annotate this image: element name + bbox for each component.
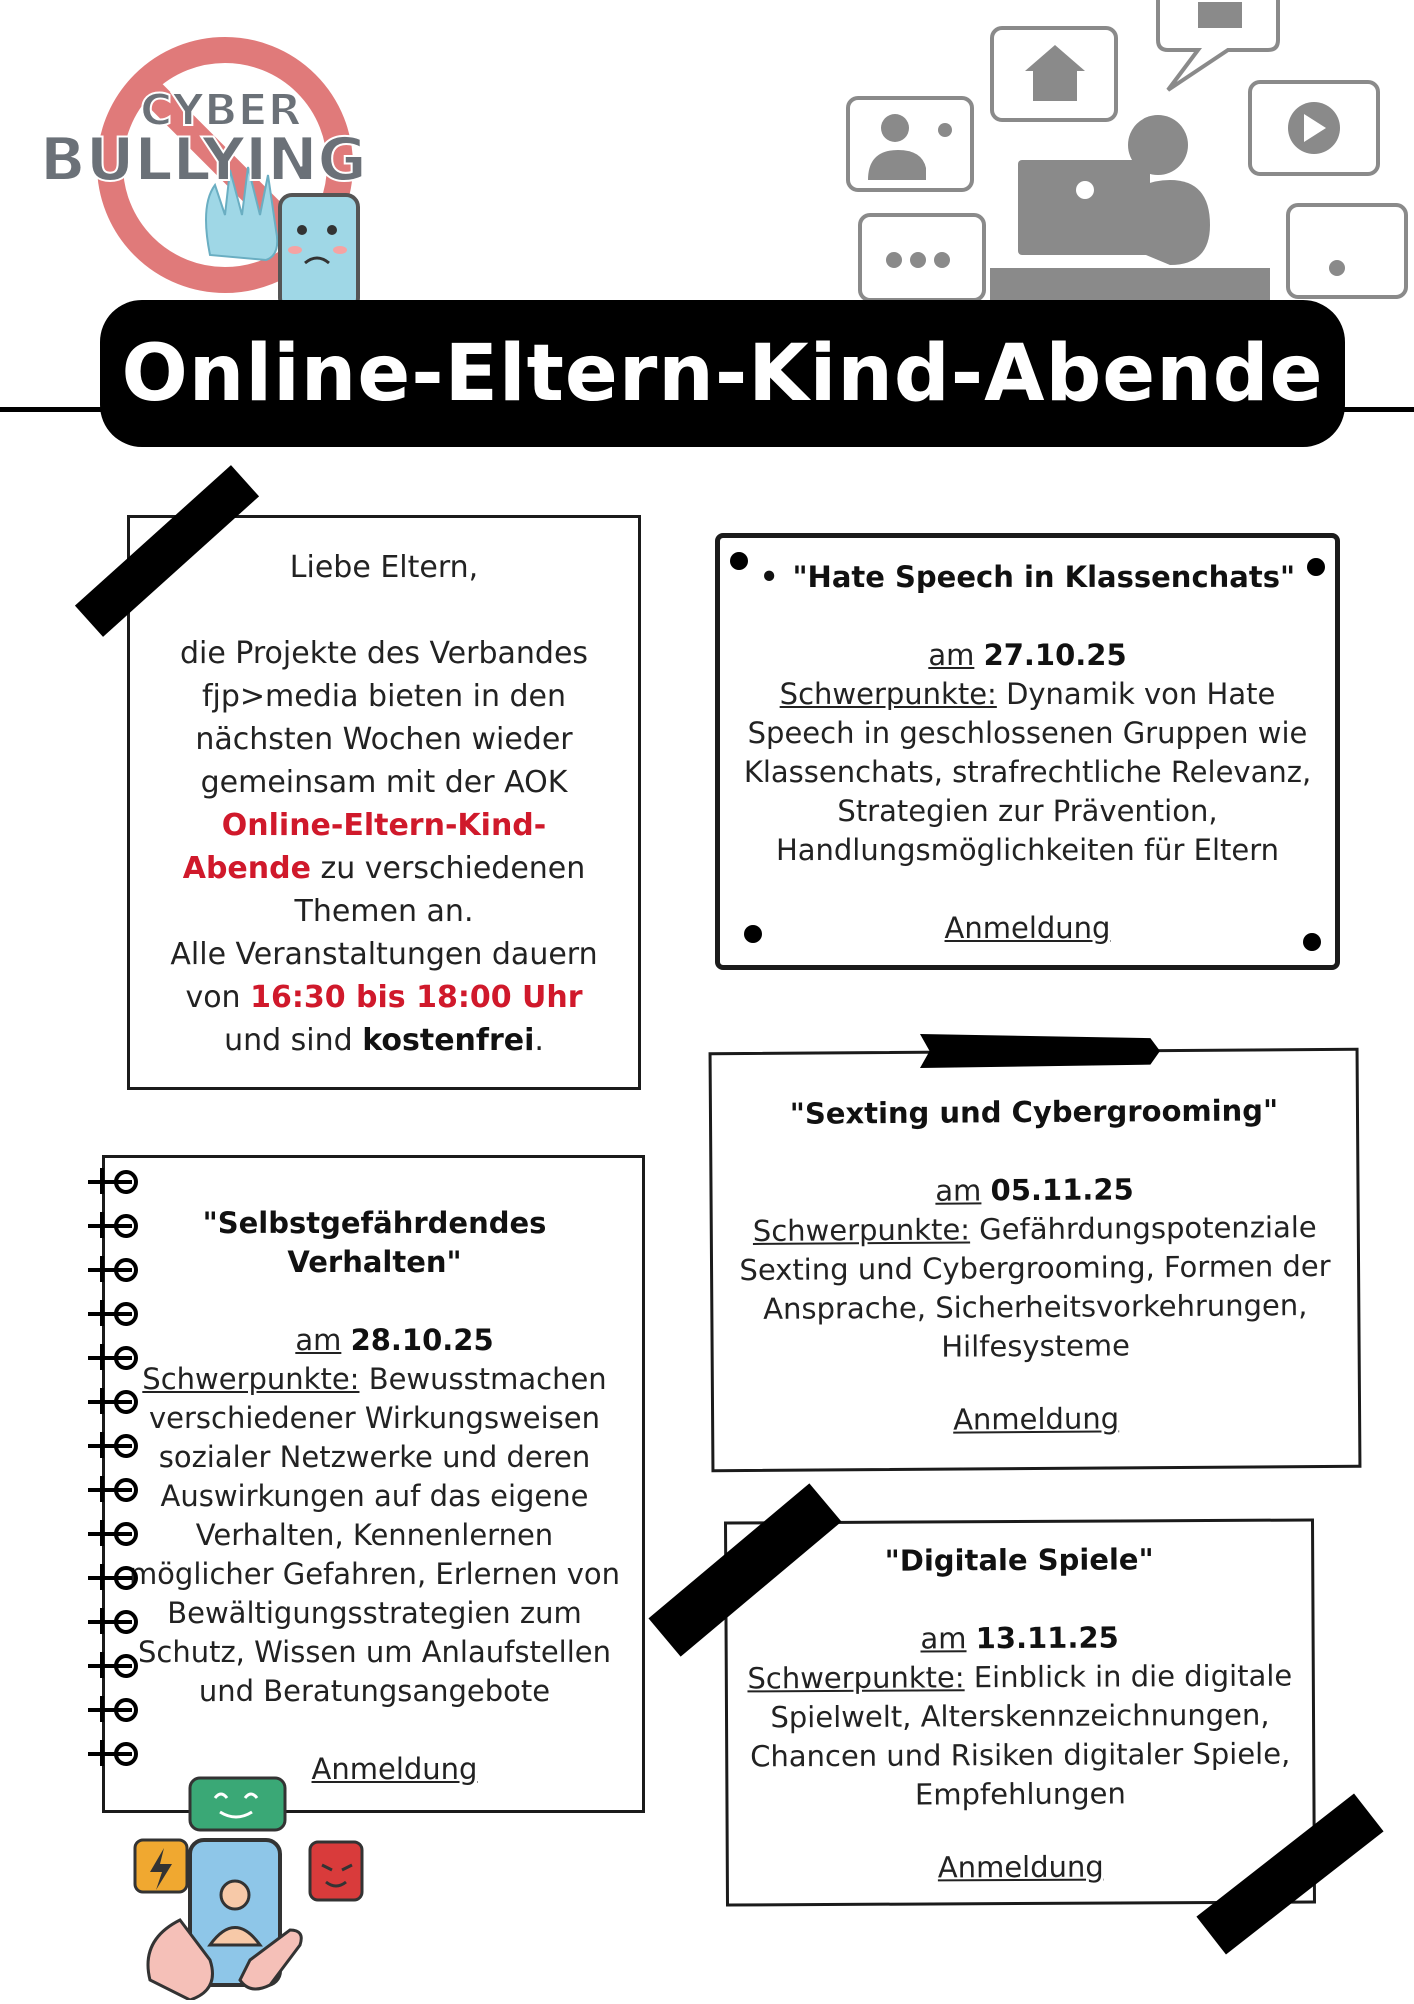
social-media-illustration — [840, 0, 1414, 300]
event-date: am 13.11.25 — [920, 1620, 1119, 1656]
tape-sexting — [920, 1034, 1160, 1068]
registration-link-digital-games[interactable]: Anmeldung — [937, 1849, 1104, 1885]
page-title: Online-Eltern-Kind-Abende — [121, 328, 1324, 419]
event-focus: Schwerpunkte: Dynamik von Hate Speech in geschlossenen Gruppen wie Klassenchats, strafrechtliche Relevanz, Strategien zur Prävention, Handlungsmöglichkeiten für Eltern — [743, 677, 1312, 867]
rss-bubble-icon — [1288, 205, 1406, 297]
cyberbullying-logo — [40, 25, 410, 315]
intro-text-3: Alle Veranstaltungen dauern von — [170, 937, 598, 1015]
event-title: "Sexting und Cybergrooming" — [789, 1093, 1279, 1131]
event-card-digital-games — [724, 1518, 1316, 1906]
event-focus: Schwerpunkte: Einblick in die digitale Spielwelt, Alterskennzeichnungen, Chancen und Risiken digitaler Spiele, Empfehlungen — [747, 1658, 1293, 1812]
devil-bubble-icon — [310, 1842, 362, 1900]
event-date: am 28.10.25 — [295, 1323, 494, 1357]
event-title: "Selbstgefährdendes Verhalten" — [202, 1206, 547, 1279]
event-card-hate-speech — [715, 533, 1340, 970]
smile-bubble-icon — [190, 1778, 285, 1830]
event-date: am 27.10.25 — [928, 638, 1127, 672]
intro-highlight: Online-Eltern-Kind-Abende — [182, 808, 547, 886]
title-banner — [100, 300, 1345, 447]
registration-link-self-harm[interactable]: Anmeldung — [311, 1752, 478, 1786]
intro-text-4: und sind — [224, 1023, 353, 1058]
registration-link-hate-speech[interactable]: Anmeldung — [944, 911, 1111, 945]
event-focus: Schwerpunkte: Bewusstmachen verschiedener Wirkungsweisen sozialer Netzwerke und deren Auswirkungen auf das eigene Verhalten, Kennenlernen möglicher Gefahren, Erlernen von Bewältigungsstrategien zum Schutz, Wissen um Anlaufstellen und Beratungsangebote — [128, 1362, 621, 1708]
phone-emoji-illustration — [130, 1770, 370, 2000]
logo-text-bullying: BULLYING — [40, 125, 367, 195]
intro-card — [127, 515, 641, 1090]
event-focus: Schwerpunkte: Gefährdungspotenziale Sexting und Cybergrooming, Formen der Ansprache, Sicherheitsvorkehrungen, Hilfesysteme — [739, 1210, 1331, 1364]
event-title: • "Hate Speech in Klassenchats" — [759, 560, 1296, 594]
intro-greeting: Liebe Eltern, — [289, 550, 479, 585]
logo-text-cyber: CYBER — [140, 85, 302, 136]
intro-free: kostenfrei — [362, 1023, 535, 1058]
event-card-self-harm — [102, 1155, 645, 1813]
intro-time: 16:30 bis 18:00 Uhr — [250, 980, 583, 1015]
intro-period: . — [534, 1023, 544, 1058]
registration-link-sexting[interactable]: Anmeldung — [953, 1401, 1120, 1437]
event-card-sexting — [709, 1048, 1362, 1473]
intro-text-2: zu verschiedenen Themen an. — [294, 851, 586, 929]
event-title: "Digitale Spiele" — [884, 1542, 1154, 1578]
banner-line-left — [0, 407, 110, 412]
event-date: am 05.11.25 — [935, 1172, 1134, 1208]
notebook-spiral — [84, 1162, 144, 1802]
intro-text-1: die Projekte des Verbandes fjp>media bieten in den nächsten Wochen wieder gemeinsam mit der AOK — [179, 636, 589, 800]
